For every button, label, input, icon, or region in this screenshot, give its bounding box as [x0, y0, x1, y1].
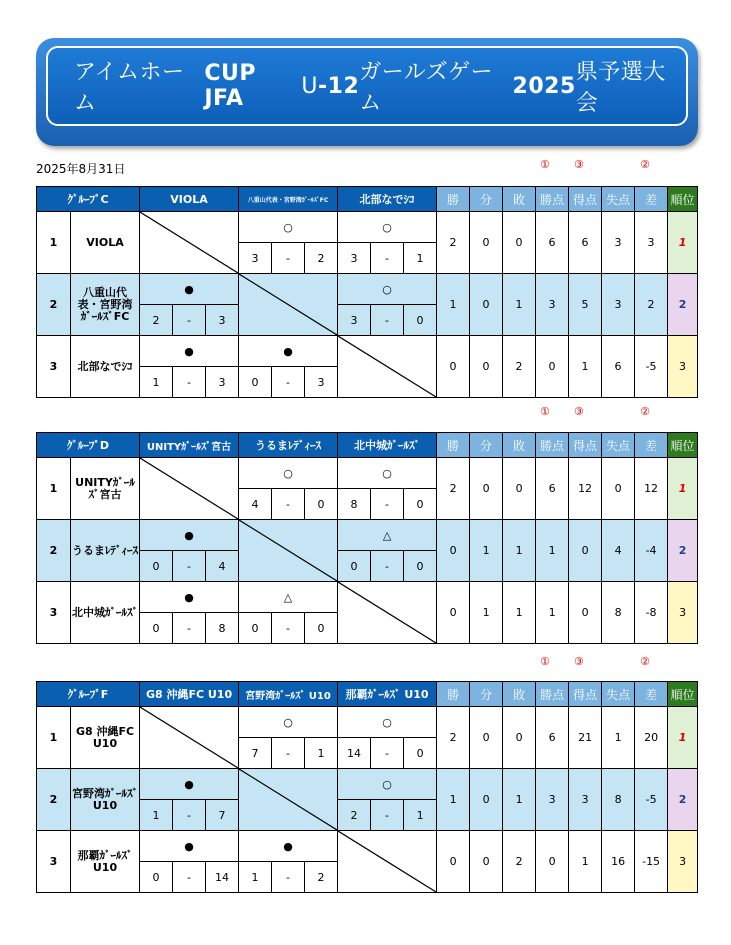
score-separator: -	[371, 305, 404, 336]
score-value: 1	[239, 862, 272, 893]
team-name	[71, 520, 140, 582]
score-value: 1	[305, 738, 338, 769]
criteria-mark-diff: ②	[640, 655, 650, 668]
team-number: 1	[37, 458, 71, 520]
title-text-6: 2025	[512, 73, 576, 99]
score-separator: -	[272, 613, 305, 644]
diagonal-line	[239, 769, 337, 830]
rank-value: 3	[668, 336, 698, 398]
score-value: 3	[338, 243, 371, 274]
score-separator: -	[173, 613, 206, 644]
stat-value: 3	[569, 769, 602, 831]
header-row	[37, 682, 698, 707]
team-number: 1	[37, 707, 71, 769]
stat-header: 勝	[437, 682, 470, 707]
rank-value: 2	[668, 520, 698, 582]
stat-value: 0	[569, 582, 602, 644]
title-text-4: -12	[318, 73, 360, 99]
stat-header: 分	[470, 682, 503, 707]
stat-header: 勝	[437, 187, 470, 212]
score-value: 2	[305, 862, 338, 893]
stat-value: 2	[503, 336, 536, 398]
title-text-2: CUP JFA	[204, 61, 256, 111]
stat-value: 1	[569, 831, 602, 893]
team-name-line: U10	[92, 798, 118, 812]
team-row	[37, 336, 698, 367]
team-name-line: U10	[92, 860, 118, 874]
self-match-cell	[239, 769, 338, 831]
score-value: 0	[404, 489, 437, 520]
stat-value: 0	[470, 212, 503, 274]
stat-value: 6	[536, 212, 569, 274]
stat-value: 2	[635, 274, 668, 336]
team-name	[71, 336, 140, 398]
score-separator: -	[371, 800, 404, 831]
team-name-line: 宮野湾ｶﾞｰﾙｽﾞ	[72, 786, 138, 800]
criteria-mark-diff: ②	[640, 405, 650, 418]
team-name-line: 表・宮野湾	[77, 297, 133, 311]
score-value: 1	[404, 800, 437, 831]
score-value: 0	[239, 367, 272, 398]
score-value: 0	[140, 551, 173, 582]
stat-value: 1	[503, 769, 536, 831]
result-symbol: ●	[239, 831, 338, 862]
score-separator: -	[272, 862, 305, 893]
rank-header: 順位	[668, 187, 698, 212]
stat-value: 1	[602, 707, 635, 769]
stat-value: 3	[536, 769, 569, 831]
score-value: 2	[140, 305, 173, 336]
group-table	[36, 186, 698, 398]
stat-value: 0	[503, 707, 536, 769]
score-value: 0	[338, 551, 371, 582]
diagonal-line	[338, 336, 436, 397]
score-value: 0	[305, 613, 338, 644]
stat-value: -5	[635, 336, 668, 398]
stat-value: 4	[602, 520, 635, 582]
stat-value: 1	[536, 520, 569, 582]
result-symbol: ●	[140, 769, 239, 800]
stat-header: 敗	[503, 433, 536, 458]
stat-value: 0	[470, 707, 503, 769]
criteria-mark-points: ①	[540, 405, 550, 418]
stat-value: 0	[437, 582, 470, 644]
stat-value: 1	[437, 274, 470, 336]
result-symbol: ●	[140, 274, 239, 305]
team-name-line: U10	[92, 736, 118, 750]
self-match-cell	[140, 212, 239, 274]
score-separator: -	[272, 243, 305, 274]
team-column-header: 北中城ｶﾞｰﾙｽﾞ	[338, 433, 437, 458]
team-row	[37, 458, 698, 489]
stat-value: 1	[503, 274, 536, 336]
score-value: 0	[404, 305, 437, 336]
score-value: 8	[338, 489, 371, 520]
date-label: 2025年8月31日	[36, 162, 126, 176]
diagonal-line	[239, 520, 337, 581]
team-row	[37, 707, 698, 738]
score-separator: -	[371, 489, 404, 520]
team-column-header: VIOLA	[140, 187, 239, 212]
score-value: 3	[338, 305, 371, 336]
rank-value: 2	[668, 769, 698, 831]
stat-value: 6	[569, 212, 602, 274]
rank-value: 1	[668, 458, 698, 520]
score-value: 4	[239, 489, 272, 520]
score-value: 0	[239, 613, 272, 644]
page-title	[46, 46, 688, 126]
score-separator: -	[371, 243, 404, 274]
score-value: 3	[305, 367, 338, 398]
result-symbol: ○	[338, 458, 437, 489]
stat-value: 0	[470, 274, 503, 336]
title-text-3: U	[301, 73, 318, 99]
team-name	[71, 274, 140, 336]
stat-header: 得点	[569, 187, 602, 212]
stat-value: -5	[635, 769, 668, 831]
stat-header: 差	[635, 433, 668, 458]
score-value: 3	[206, 305, 239, 336]
team-name	[71, 212, 140, 274]
stat-value: -15	[635, 831, 668, 893]
header-row	[37, 187, 698, 212]
stat-header: 分	[470, 433, 503, 458]
score-separator: -	[272, 738, 305, 769]
team-column-header: 北部なでｼｺ	[338, 187, 437, 212]
team-name-line: 北部なでｼｺ	[77, 359, 133, 373]
result-symbol: △	[239, 582, 338, 613]
stat-value: 3	[602, 212, 635, 274]
stat-value: 0	[470, 458, 503, 520]
team-name	[71, 769, 140, 831]
diagonal-line	[338, 831, 436, 892]
stat-header: 敗	[503, 187, 536, 212]
title-text-7: 県予選大会	[575, 60, 666, 116]
team-row	[37, 212, 698, 243]
score-value: 2	[338, 800, 371, 831]
diagonal-line	[239, 274, 337, 335]
team-row	[37, 769, 698, 800]
team-name-line: 八重山代	[83, 285, 127, 299]
self-match-cell	[140, 458, 239, 520]
stat-header: 差	[635, 187, 668, 212]
team-row	[37, 274, 698, 305]
diagonal-line	[140, 212, 238, 273]
result-symbol: ●	[140, 831, 239, 862]
team-column-header: 宮野湾ｶﾞｰﾙｽﾞ U10	[239, 682, 338, 707]
score-value: 14	[206, 862, 239, 893]
stat-value: 0	[470, 336, 503, 398]
stat-value: 0	[602, 458, 635, 520]
stat-header: 得点	[569, 682, 602, 707]
team-number: 3	[37, 582, 71, 644]
stat-header: 勝点	[536, 187, 569, 212]
stat-value: 1	[470, 520, 503, 582]
score-value: 4	[206, 551, 239, 582]
team-name-line: UNITYｶﾞｰﾙ	[75, 475, 135, 489]
score-value: 0	[140, 862, 173, 893]
stat-value: 0	[470, 769, 503, 831]
rank-value: 1	[668, 212, 698, 274]
group-table	[36, 681, 698, 893]
stat-value: 6	[536, 707, 569, 769]
result-symbol: ○	[338, 274, 437, 305]
stat-header: 勝点	[536, 682, 569, 707]
stat-header: 失点	[602, 187, 635, 212]
rank-header: 順位	[668, 682, 698, 707]
score-separator: -	[173, 862, 206, 893]
stat-value: 2	[437, 212, 470, 274]
stat-value: 1	[503, 582, 536, 644]
rank-value: 3	[668, 582, 698, 644]
criteria-mark-goals: ③	[574, 158, 584, 171]
score-separator: -	[371, 738, 404, 769]
team-number: 2	[37, 520, 71, 582]
result-symbol: ○	[239, 707, 338, 738]
self-match-cell	[338, 831, 437, 893]
result-symbol: ●	[140, 582, 239, 613]
score-value: 2	[305, 243, 338, 274]
result-symbol: ○	[239, 458, 338, 489]
group-label: ｸﾞﾙｰﾌﾟD	[37, 433, 140, 458]
result-symbol: ○	[338, 212, 437, 243]
stat-value: 3	[602, 274, 635, 336]
stat-value: 2	[437, 707, 470, 769]
stat-value: 0	[437, 336, 470, 398]
rank-value: 2	[668, 274, 698, 336]
team-column-header: UNITYｶﾞｰﾙｽﾞ宮古	[140, 433, 239, 458]
stat-value: 5	[569, 274, 602, 336]
stat-header: 失点	[602, 682, 635, 707]
stat-header: 分	[470, 187, 503, 212]
team-name	[71, 458, 140, 520]
group-label: ｸﾞﾙｰﾌﾟF	[37, 682, 140, 707]
team-row	[37, 520, 698, 551]
header-row	[37, 433, 698, 458]
self-match-cell	[338, 336, 437, 398]
stat-value: 0	[569, 520, 602, 582]
score-separator: -	[272, 367, 305, 398]
stat-value: 1	[470, 582, 503, 644]
rank-value: 3	[668, 831, 698, 893]
stat-value: 0	[437, 831, 470, 893]
stat-value: -4	[635, 520, 668, 582]
stat-value: 1	[569, 336, 602, 398]
score-value: 1	[140, 367, 173, 398]
stat-value: 6	[536, 458, 569, 520]
team-name-line: ｶﾞｰﾙｽﾞFC	[80, 309, 130, 323]
stat-value: 0	[503, 458, 536, 520]
rank-header: 順位	[668, 433, 698, 458]
stat-value: 0	[503, 212, 536, 274]
score-value: 0	[404, 738, 437, 769]
stat-value: 16	[602, 831, 635, 893]
stat-value: 8	[602, 769, 635, 831]
team-name-line: G8 沖縄FC	[75, 724, 135, 738]
score-value: 0	[404, 551, 437, 582]
score-value: 0	[140, 613, 173, 644]
rank-value: 1	[668, 707, 698, 769]
stat-value: 0	[536, 336, 569, 398]
team-number: 1	[37, 212, 71, 274]
result-symbol: △	[338, 520, 437, 551]
stat-value: 0	[470, 831, 503, 893]
team-row	[37, 582, 698, 613]
result-symbol: ●	[140, 520, 239, 551]
criteria-mark-goals: ③	[574, 405, 584, 418]
stat-value: 20	[635, 707, 668, 769]
stat-header: 失点	[602, 433, 635, 458]
criteria-mark-diff: ②	[640, 158, 650, 171]
score-value: 7	[206, 800, 239, 831]
score-separator: -	[173, 551, 206, 582]
team-name-line: うるまﾚﾃﾞｨｰｽ	[72, 543, 138, 557]
stat-value: 2	[503, 831, 536, 893]
stat-value: 12	[569, 458, 602, 520]
score-value: 0	[305, 489, 338, 520]
team-number: 2	[37, 274, 71, 336]
team-name	[71, 582, 140, 644]
score-separator: -	[173, 305, 206, 336]
score-separator: -	[173, 800, 206, 831]
score-separator: -	[371, 551, 404, 582]
stat-value: 1	[503, 520, 536, 582]
group-table	[36, 432, 698, 644]
self-match-cell	[140, 707, 239, 769]
criteria-mark-points: ①	[540, 158, 550, 171]
team-number: 2	[37, 769, 71, 831]
stat-header: 差	[635, 682, 668, 707]
team-column-header: うるまﾚﾃﾞｨｰｽ	[239, 433, 338, 458]
team-row	[37, 831, 698, 862]
team-name-line: 那覇ｶﾞｰﾙｽﾞ	[77, 848, 133, 862]
diagonal-line	[140, 458, 238, 519]
score-value: 1	[140, 800, 173, 831]
self-match-cell	[239, 520, 338, 582]
stat-header: 得点	[569, 433, 602, 458]
score-value: 1	[404, 243, 437, 274]
criteria-mark-goals: ③	[574, 655, 584, 668]
team-name-line: 北中城ｶﾞｰﾙｽﾞ	[72, 605, 138, 619]
stat-value: 1	[536, 582, 569, 644]
title-text-1: アイムホーム	[74, 60, 185, 116]
stat-value: 2	[437, 458, 470, 520]
result-symbol: ●	[140, 336, 239, 367]
score-value: 14	[338, 738, 371, 769]
score-separator: -	[173, 367, 206, 398]
team-name	[71, 831, 140, 893]
stat-value: 0	[536, 831, 569, 893]
score-value: 7	[239, 738, 272, 769]
stat-header: 勝	[437, 433, 470, 458]
self-match-cell	[338, 582, 437, 644]
stat-value: 3	[536, 274, 569, 336]
team-column-header: 八重山代表・宮野湾ｶﾞｰﾙｽﾞFC	[239, 187, 338, 212]
stat-header: 敗	[503, 682, 536, 707]
stat-value: 6	[602, 336, 635, 398]
score-value: 3	[239, 243, 272, 274]
team-name-line: VIOLA	[86, 235, 124, 249]
stat-value: 21	[569, 707, 602, 769]
team-name-line: ｽﾞ宮古	[88, 487, 122, 501]
self-match-cell	[239, 274, 338, 336]
stat-value: 0	[437, 520, 470, 582]
result-symbol: ○	[239, 212, 338, 243]
team-column-header: G8 沖縄FC U10	[140, 682, 239, 707]
team-number: 3	[37, 336, 71, 398]
stat-value: 3	[635, 212, 668, 274]
result-symbol: ●	[239, 336, 338, 367]
diagonal-line	[140, 707, 238, 768]
result-symbol: ○	[338, 707, 437, 738]
team-number: 3	[37, 831, 71, 893]
stat-value: 12	[635, 458, 668, 520]
stat-header: 勝点	[536, 433, 569, 458]
score-value: 8	[206, 613, 239, 644]
group-label: ｸﾞﾙｰﾌﾟC	[37, 187, 140, 212]
diagonal-line	[338, 582, 436, 643]
result-symbol: ○	[338, 769, 437, 800]
criteria-mark-points: ①	[540, 655, 550, 668]
team-name	[71, 707, 140, 769]
stat-value: -8	[635, 582, 668, 644]
title-text-5: ガールズゲーム	[359, 60, 494, 116]
score-value: 3	[206, 367, 239, 398]
team-column-header: 那覇ｶﾞｰﾙｽﾞ U10	[338, 682, 437, 707]
stat-value: 1	[437, 769, 470, 831]
stat-value: 8	[602, 582, 635, 644]
score-separator: -	[272, 489, 305, 520]
